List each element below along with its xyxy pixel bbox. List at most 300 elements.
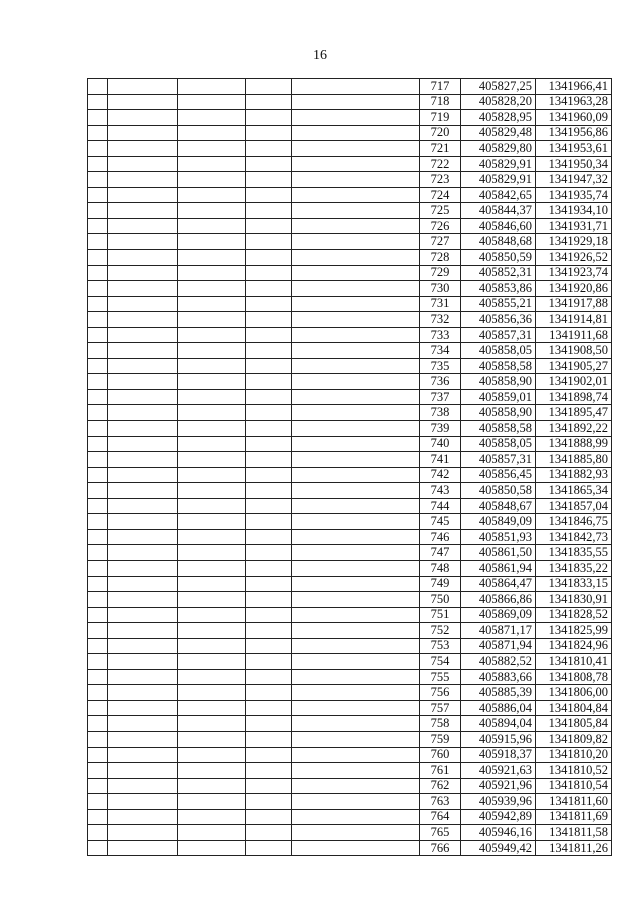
- empty-cell: [178, 498, 246, 514]
- x-coordinate-cell: 405921,96: [461, 778, 536, 794]
- x-coordinate-cell: 405848,68: [461, 234, 536, 250]
- x-coordinate-cell: 405866,86: [461, 592, 536, 608]
- table-body: [88, 79, 612, 856]
- point-number-cell: 746: [420, 529, 461, 545]
- empty-cell: [88, 203, 108, 219]
- empty-cell: [246, 358, 292, 374]
- empty-cell: [108, 685, 178, 701]
- x-coordinate-cell: 405942,89: [461, 809, 536, 825]
- y-coordinate-cell: 1341902,01: [536, 374, 612, 390]
- empty-cell: [88, 125, 108, 141]
- empty-cell: [246, 79, 292, 95]
- table-row: [88, 716, 612, 732]
- empty-cell: [108, 343, 178, 359]
- empty-cell: [292, 327, 420, 343]
- empty-cell: [178, 172, 246, 188]
- empty-cell: [246, 623, 292, 639]
- empty-cell: [246, 731, 292, 747]
- empty-cell: [292, 809, 420, 825]
- x-coordinate-cell: 405869,09: [461, 607, 536, 623]
- table-row: [88, 436, 612, 452]
- y-coordinate-cell: 1341830,91: [536, 592, 612, 608]
- empty-cell: [292, 125, 420, 141]
- empty-cell: [292, 731, 420, 747]
- empty-cell: [178, 250, 246, 266]
- point-number-cell: 740: [420, 436, 461, 452]
- empty-cell: [88, 669, 108, 685]
- empty-cell: [246, 794, 292, 810]
- empty-cell: [108, 327, 178, 343]
- table-row: [88, 467, 612, 483]
- point-number-cell: 750: [420, 592, 461, 608]
- table-row: [88, 156, 612, 172]
- point-number-cell: 725: [420, 203, 461, 219]
- empty-cell: [88, 592, 108, 608]
- empty-cell: [108, 763, 178, 779]
- empty-cell: [108, 250, 178, 266]
- y-coordinate-cell: 1341905,27: [536, 358, 612, 374]
- empty-cell: [88, 389, 108, 405]
- empty-cell: [88, 79, 108, 95]
- point-number-cell: 728: [420, 250, 461, 266]
- table-row: [88, 405, 612, 421]
- empty-cell: [246, 281, 292, 297]
- empty-cell: [246, 529, 292, 545]
- empty-cell: [246, 778, 292, 794]
- empty-cell: [88, 296, 108, 312]
- x-coordinate-cell: 405827,25: [461, 79, 536, 95]
- table-row: [88, 389, 612, 405]
- table-row: [88, 312, 612, 328]
- table-row: [88, 747, 612, 763]
- x-coordinate-cell: 405858,58: [461, 358, 536, 374]
- empty-cell: [178, 483, 246, 499]
- y-coordinate-cell: 1341923,74: [536, 265, 612, 281]
- empty-cell: [292, 358, 420, 374]
- empty-cell: [178, 234, 246, 250]
- point-number-cell: 729: [420, 265, 461, 281]
- empty-cell: [292, 778, 420, 794]
- y-coordinate-cell: 1341911,68: [536, 327, 612, 343]
- empty-cell: [88, 623, 108, 639]
- point-number-cell: 734: [420, 343, 461, 359]
- empty-cell: [246, 405, 292, 421]
- table-row: [88, 203, 612, 219]
- empty-cell: [292, 296, 420, 312]
- empty-cell: [292, 265, 420, 281]
- y-coordinate-cell: 1341811,60: [536, 794, 612, 810]
- empty-cell: [292, 700, 420, 716]
- y-coordinate-cell: 1341963,28: [536, 94, 612, 110]
- y-coordinate-cell: 1341810,41: [536, 654, 612, 670]
- empty-cell: [88, 545, 108, 561]
- empty-cell: [178, 778, 246, 794]
- empty-cell: [292, 436, 420, 452]
- empty-cell: [292, 747, 420, 763]
- empty-cell: [108, 638, 178, 654]
- empty-cell: [88, 700, 108, 716]
- x-coordinate-cell: 405842,65: [461, 187, 536, 203]
- empty-cell: [88, 312, 108, 328]
- empty-cell: [178, 405, 246, 421]
- table-row: [88, 172, 612, 188]
- empty-cell: [292, 156, 420, 172]
- empty-cell: [88, 716, 108, 732]
- empty-cell: [246, 141, 292, 157]
- empty-cell: [246, 840, 292, 856]
- empty-cell: [178, 747, 246, 763]
- empty-cell: [88, 794, 108, 810]
- table-row: [88, 669, 612, 685]
- empty-cell: [178, 700, 246, 716]
- x-coordinate-cell: 405846,60: [461, 218, 536, 234]
- empty-cell: [246, 110, 292, 126]
- x-coordinate-cell: 405844,37: [461, 203, 536, 219]
- empty-cell: [108, 654, 178, 670]
- empty-cell: [108, 141, 178, 157]
- empty-cell: [246, 685, 292, 701]
- empty-cell: [108, 731, 178, 747]
- y-coordinate-cell: 1341917,88: [536, 296, 612, 312]
- empty-cell: [178, 669, 246, 685]
- y-coordinate-cell: 1341828,52: [536, 607, 612, 623]
- point-number-cell: 720: [420, 125, 461, 141]
- empty-cell: [292, 638, 420, 654]
- table-row: [88, 576, 612, 592]
- empty-cell: [292, 452, 420, 468]
- empty-cell: [292, 312, 420, 328]
- empty-cell: [108, 389, 178, 405]
- empty-cell: [88, 607, 108, 623]
- empty-cell: [88, 234, 108, 250]
- empty-cell: [292, 840, 420, 856]
- empty-cell: [88, 218, 108, 234]
- table-row: [88, 250, 612, 266]
- y-coordinate-cell: 1341926,52: [536, 250, 612, 266]
- y-coordinate-cell: 1341846,75: [536, 514, 612, 530]
- y-coordinate-cell: 1341804,84: [536, 700, 612, 716]
- empty-cell: [178, 265, 246, 281]
- table-row: [88, 685, 612, 701]
- empty-cell: [108, 716, 178, 732]
- empty-cell: [88, 654, 108, 670]
- empty-cell: [108, 172, 178, 188]
- empty-cell: [88, 343, 108, 359]
- empty-cell: [178, 763, 246, 779]
- point-number-cell: 741: [420, 452, 461, 468]
- empty-cell: [292, 607, 420, 623]
- empty-cell: [292, 234, 420, 250]
- empty-cell: [246, 250, 292, 266]
- empty-cell: [292, 529, 420, 545]
- x-coordinate-cell: 405858,58: [461, 421, 536, 437]
- table-row: [88, 638, 612, 654]
- empty-cell: [178, 592, 246, 608]
- table-row: [88, 607, 612, 623]
- empty-cell: [246, 156, 292, 172]
- empty-cell: [108, 514, 178, 530]
- y-coordinate-cell: 1341805,84: [536, 716, 612, 732]
- empty-cell: [292, 172, 420, 188]
- empty-cell: [246, 218, 292, 234]
- table-row: [88, 654, 612, 670]
- empty-cell: [88, 156, 108, 172]
- empty-cell: [246, 467, 292, 483]
- point-number-cell: 754: [420, 654, 461, 670]
- empty-cell: [178, 156, 246, 172]
- empty-cell: [292, 110, 420, 126]
- y-coordinate-cell: 1341825,99: [536, 623, 612, 639]
- empty-cell: [88, 576, 108, 592]
- empty-cell: [292, 483, 420, 499]
- empty-cell: [246, 389, 292, 405]
- empty-cell: [88, 840, 108, 856]
- page-number: 16: [313, 48, 327, 63]
- empty-cell: [178, 343, 246, 359]
- y-coordinate-cell: 1341888,99: [536, 436, 612, 452]
- empty-cell: [178, 809, 246, 825]
- empty-cell: [108, 498, 178, 514]
- point-number-cell: 758: [420, 716, 461, 732]
- point-number-cell: 736: [420, 374, 461, 390]
- empty-cell: [108, 421, 178, 437]
- empty-cell: [178, 125, 246, 141]
- x-coordinate-cell: 405829,80: [461, 141, 536, 157]
- point-number-cell: 737: [420, 389, 461, 405]
- empty-cell: [292, 250, 420, 266]
- empty-cell: [108, 156, 178, 172]
- table-row: [88, 79, 612, 95]
- point-number-cell: 733: [420, 327, 461, 343]
- table-row: [88, 763, 612, 779]
- empty-cell: [246, 654, 292, 670]
- table-row: [88, 498, 612, 514]
- empty-cell: [108, 607, 178, 623]
- empty-cell: [108, 281, 178, 297]
- empty-cell: [246, 296, 292, 312]
- empty-cell: [246, 374, 292, 390]
- empty-cell: [292, 716, 420, 732]
- empty-cell: [108, 794, 178, 810]
- empty-cell: [108, 825, 178, 841]
- x-coordinate-cell: 405828,20: [461, 94, 536, 110]
- empty-cell: [178, 825, 246, 841]
- y-coordinate-cell: 1341960,09: [536, 110, 612, 126]
- y-coordinate-cell: 1341966,41: [536, 79, 612, 95]
- empty-cell: [292, 576, 420, 592]
- x-coordinate-cell: 405858,90: [461, 405, 536, 421]
- empty-cell: [246, 265, 292, 281]
- empty-cell: [246, 234, 292, 250]
- x-coordinate-cell: 405848,67: [461, 498, 536, 514]
- y-coordinate-cell: 1341857,04: [536, 498, 612, 514]
- empty-cell: [108, 623, 178, 639]
- empty-cell: [246, 700, 292, 716]
- empty-cell: [108, 576, 178, 592]
- point-number-cell: 721: [420, 141, 461, 157]
- empty-cell: [178, 281, 246, 297]
- y-coordinate-cell: 1341882,93: [536, 467, 612, 483]
- empty-cell: [292, 421, 420, 437]
- table-row: [88, 265, 612, 281]
- y-coordinate-cell: 1341835,55: [536, 545, 612, 561]
- empty-cell: [292, 623, 420, 639]
- point-number-cell: 742: [420, 467, 461, 483]
- y-coordinate-cell: 1341953,61: [536, 141, 612, 157]
- empty-cell: [88, 809, 108, 825]
- empty-cell: [246, 669, 292, 685]
- x-coordinate-cell: 405849,09: [461, 514, 536, 530]
- empty-cell: [108, 94, 178, 110]
- coordinates-table: [87, 78, 612, 856]
- empty-cell: [292, 654, 420, 670]
- empty-cell: [88, 638, 108, 654]
- empty-cell: [108, 529, 178, 545]
- empty-cell: [246, 716, 292, 732]
- point-number-cell: 766: [420, 840, 461, 856]
- empty-cell: [246, 421, 292, 437]
- empty-cell: [88, 281, 108, 297]
- empty-cell: [178, 327, 246, 343]
- y-coordinate-cell: 1341908,50: [536, 343, 612, 359]
- table-row: [88, 452, 612, 468]
- empty-cell: [178, 529, 246, 545]
- empty-cell: [178, 218, 246, 234]
- empty-cell: [88, 514, 108, 530]
- empty-cell: [246, 436, 292, 452]
- empty-cell: [246, 592, 292, 608]
- y-coordinate-cell: 1341806,00: [536, 685, 612, 701]
- x-coordinate-cell: 405858,05: [461, 343, 536, 359]
- empty-cell: [178, 560, 246, 576]
- empty-cell: [292, 405, 420, 421]
- empty-cell: [292, 218, 420, 234]
- empty-cell: [178, 576, 246, 592]
- empty-cell: [88, 763, 108, 779]
- empty-cell: [178, 312, 246, 328]
- empty-cell: [178, 607, 246, 623]
- point-number-cell: 762: [420, 778, 461, 794]
- point-number-cell: 722: [420, 156, 461, 172]
- y-coordinate-cell: 1341898,74: [536, 389, 612, 405]
- empty-cell: [108, 809, 178, 825]
- empty-cell: [178, 840, 246, 856]
- table-row: [88, 234, 612, 250]
- empty-cell: [178, 141, 246, 157]
- empty-cell: [108, 234, 178, 250]
- empty-cell: [88, 141, 108, 157]
- x-coordinate-cell: 405883,66: [461, 669, 536, 685]
- empty-cell: [246, 763, 292, 779]
- table-row: [88, 296, 612, 312]
- empty-cell: [88, 172, 108, 188]
- point-number-cell: 764: [420, 809, 461, 825]
- empty-cell: [246, 187, 292, 203]
- y-coordinate-cell: 1341833,15: [536, 576, 612, 592]
- empty-cell: [292, 467, 420, 483]
- empty-cell: [178, 467, 246, 483]
- empty-cell: [108, 669, 178, 685]
- table-row: [88, 592, 612, 608]
- point-number-cell: 755: [420, 669, 461, 685]
- x-coordinate-cell: 405829,91: [461, 172, 536, 188]
- empty-cell: [108, 110, 178, 126]
- y-coordinate-cell: 1341929,18: [536, 234, 612, 250]
- empty-cell: [178, 389, 246, 405]
- empty-cell: [178, 421, 246, 437]
- table-row: [88, 374, 612, 390]
- x-coordinate-cell: 405921,63: [461, 763, 536, 779]
- empty-cell: [292, 545, 420, 561]
- x-coordinate-cell: 405886,04: [461, 700, 536, 716]
- empty-cell: [246, 809, 292, 825]
- y-coordinate-cell: 1341895,47: [536, 405, 612, 421]
- point-number-cell: 748: [420, 560, 461, 576]
- table-row: [88, 94, 612, 110]
- table-row: [88, 731, 612, 747]
- table-row: [88, 514, 612, 530]
- empty-cell: [246, 94, 292, 110]
- empty-cell: [246, 514, 292, 530]
- empty-cell: [292, 79, 420, 95]
- point-number-cell: 744: [420, 498, 461, 514]
- point-number-cell: 723: [420, 172, 461, 188]
- empty-cell: [246, 498, 292, 514]
- y-coordinate-cell: 1341842,73: [536, 529, 612, 545]
- empty-cell: [108, 840, 178, 856]
- point-number-cell: 760: [420, 747, 461, 763]
- empty-cell: [108, 483, 178, 499]
- x-coordinate-cell: 405858,90: [461, 374, 536, 390]
- empty-cell: [178, 623, 246, 639]
- empty-cell: [246, 452, 292, 468]
- point-number-cell: 738: [420, 405, 461, 421]
- empty-cell: [178, 545, 246, 561]
- x-coordinate-cell: 405861,94: [461, 560, 536, 576]
- x-coordinate-cell: 405871,94: [461, 638, 536, 654]
- x-coordinate-cell: 405829,48: [461, 125, 536, 141]
- empty-cell: [292, 374, 420, 390]
- x-coordinate-cell: 405861,50: [461, 545, 536, 561]
- empty-cell: [108, 747, 178, 763]
- y-coordinate-cell: 1341914,81: [536, 312, 612, 328]
- empty-cell: [108, 296, 178, 312]
- x-coordinate-cell: 405857,31: [461, 452, 536, 468]
- empty-cell: [108, 374, 178, 390]
- empty-cell: [178, 716, 246, 732]
- x-coordinate-cell: 405852,31: [461, 265, 536, 281]
- empty-cell: [178, 731, 246, 747]
- table-row: [88, 545, 612, 561]
- empty-cell: [108, 218, 178, 234]
- y-coordinate-cell: 1341935,74: [536, 187, 612, 203]
- point-number-cell: 757: [420, 700, 461, 716]
- empty-cell: [178, 514, 246, 530]
- empty-cell: [246, 203, 292, 219]
- point-number-cell: 732: [420, 312, 461, 328]
- point-number-cell: 759: [420, 731, 461, 747]
- empty-cell: [108, 265, 178, 281]
- point-number-cell: 718: [420, 94, 461, 110]
- empty-cell: [88, 374, 108, 390]
- empty-cell: [88, 731, 108, 747]
- y-coordinate-cell: 1341808,78: [536, 669, 612, 685]
- table-row: [88, 778, 612, 794]
- empty-cell: [246, 125, 292, 141]
- empty-cell: [292, 669, 420, 685]
- empty-cell: [292, 825, 420, 841]
- x-coordinate-cell: 405856,45: [461, 467, 536, 483]
